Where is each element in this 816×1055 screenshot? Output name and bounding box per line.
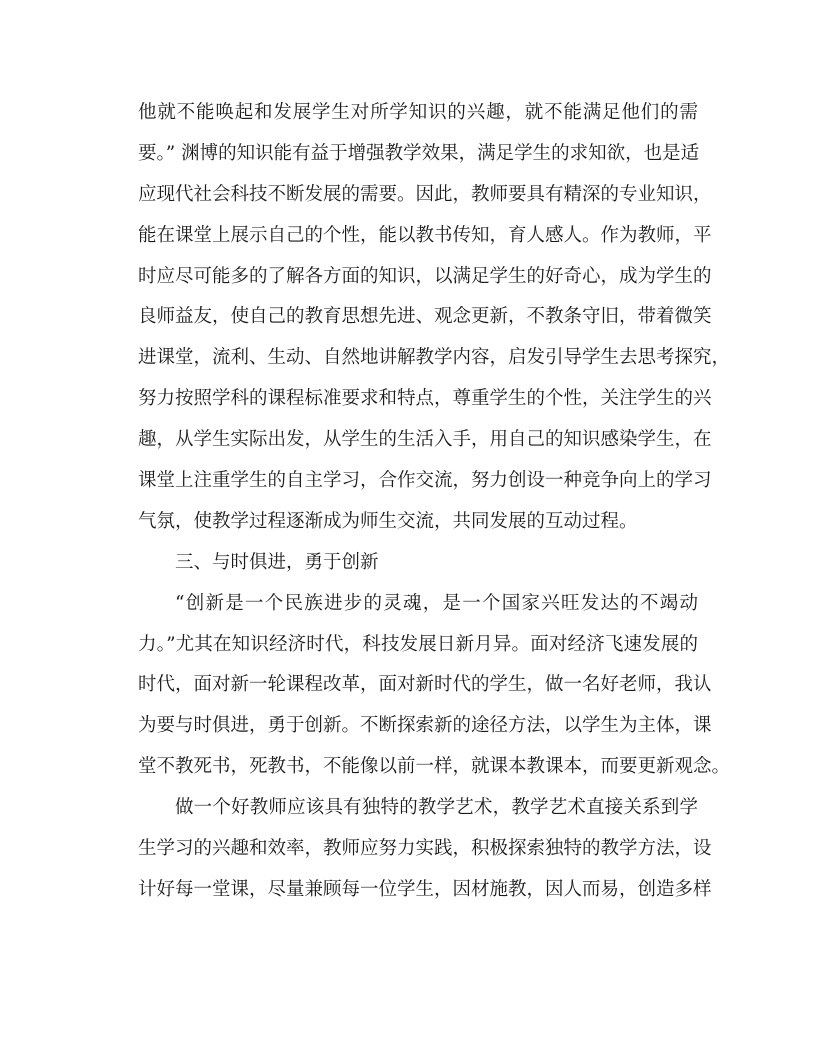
text-line: 要。” 渊博的知识能有益于增强教学效果，满足学生的求知欲，也是适 (138, 142, 700, 164)
text-line: 良师益友，使自己的教育思想先进、观念更新，不教条守旧，带着微笑 (138, 306, 712, 328)
text-line: 时应尽可能多的了解各方面的知识，以满足学生的好奇心，成为学生的 (138, 265, 712, 287)
text-line: 气氛，使教学过程逐渐成为师生交流，共同发展的互动过程。 (138, 510, 638, 532)
body-text (138, 93, 731, 911)
text-line: 生学习的兴趣和效率，教师应努力实践，积极探索独特的教学方法，设 (138, 838, 712, 860)
text-line: 做一个好教师应该具有独特的教学艺术，教学艺术直接关系到学 (175, 797, 698, 819)
text-line: 努力按照学科的课程标准要求和特点，尊重学生的个性，关注学生的兴 (138, 388, 712, 410)
text-line: 堂不教死书，死教书，不能像以前一样，就课本教课本，而要更新观念。 (138, 756, 731, 778)
text-line: 进课堂，流利、生动、自然地讲解教学内容，启发引导学生去思考探究， (138, 347, 731, 369)
text-line: 为要与时俱进，勇于创新。不断探索新的途径方法，以学生为主体，课 (138, 715, 712, 737)
text-line: 课堂上注重学生的自主学习，合作交流，努力创设一种竞争向上的学习 (138, 470, 712, 492)
text-line: 计好每一堂课，尽量兼顾每一位学生，因材施教，因人而易，创造多样 (138, 878, 712, 900)
text-line: “创新是一个民族进步的灵魂，是一个国家兴旺发达的不竭动 (175, 592, 698, 614)
section-heading: 三、与时俱进，勇于创新 (175, 551, 379, 573)
text-line: 应现代社会科技不断发展的需要。因此，教师要具有精深的专业知识， (138, 183, 712, 205)
text-line: 力。”尤其在知识经济时代，科技发展日新月异。面对经济飞速发展的 (138, 633, 698, 655)
text-line: 能在课堂上展示自己的个性，能以教书传知，育人感人。作为教师，平 (138, 224, 712, 246)
text-line: 趣，从学生实际出发，从学生的生活入手，用自己的知识感染学生，在 (138, 429, 712, 451)
text-line: 他就不能唤起和发展学生对所学知识的兴趣，就不能满足他们的需 (138, 102, 698, 123)
text-line: 时代，面对新一轮课程改革，面对新时代的学生，做一名好老师，我认 (138, 674, 712, 696)
